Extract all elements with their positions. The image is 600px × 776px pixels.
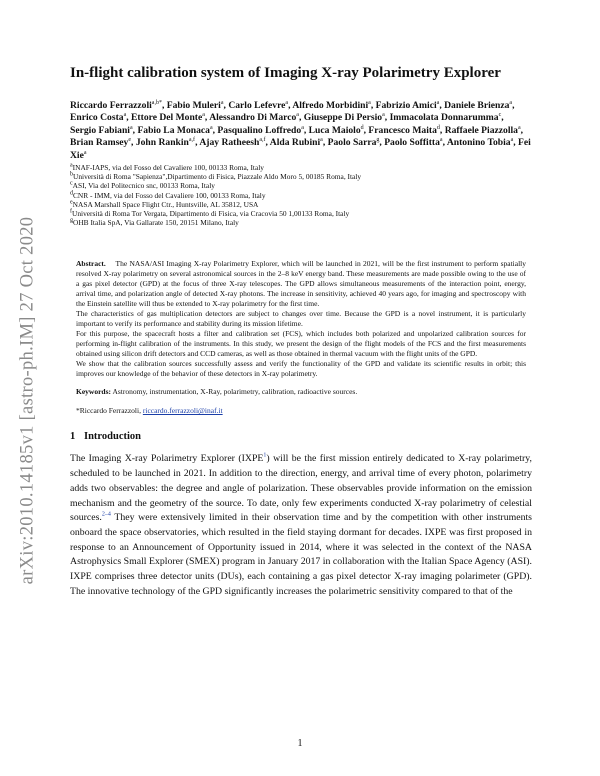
correspondence: [70, 406, 532, 416]
author-affiliation-mark: a: [202, 112, 205, 119]
author-affiliation-mark: a: [301, 124, 304, 131]
affiliation: [70, 218, 532, 227]
page-number: 1: [297, 738, 303, 749]
abstract-paragraph: [76, 309, 526, 329]
affiliation-text: INAF-IAPS, via del Fosso del Cavaliere 100, 00133 Roma, Italy: [72, 163, 264, 173]
author-affiliation-mark: a: [509, 99, 513, 106]
arxiv-stamp: arXiv:2010.14185v1 [astro-ph.IM] 27 Oct 2020: [17, 216, 38, 584]
affiliation-key: g: [70, 217, 73, 224]
author: [328, 137, 380, 148]
affiliation-list: [70, 163, 532, 227]
author-name: Antonino Tobia: [446, 137, 511, 149]
affiliation-key: c: [70, 180, 73, 187]
author: [70, 100, 162, 111]
author-name: Pasqualino Loffredo: [217, 124, 302, 136]
affiliation: [70, 200, 532, 209]
author-name: Fabrizio Amici: [375, 100, 437, 111]
author-affiliation-mark: d: [436, 124, 440, 131]
author-name: Riccardo Ferrazzoli: [70, 100, 152, 111]
keywords: [70, 387, 532, 397]
affiliation-key: e: [70, 199, 73, 206]
author-name: Fabio La Monaca: [137, 124, 210, 136]
affiliation-key: b: [70, 171, 73, 178]
author-name: Enrico Costa: [70, 112, 124, 124]
author-name: Daniele Brienza: [444, 100, 510, 111]
author-list: Riccardo Ferrazzoli$^{a,b*}$, Fabio Muleri$^a$, Carlo Lefevre$^a$, Alfredo Morbidini$^a$, Fabrizio Amici$^a$, Daniele Brienza$^a$, Enrico Costa$^a$, Ettore Del Monte$^a$, Alessandro Di Marco$^a$, Giuseppe Di Persio$^a$, Immacolata Donnarumma$^c$, Sergio Fabiani$^a$, Fabio La Monaca$^a$, Pasqualino Loffredo$^a$, Luca Maiolo$^d$, Francesco Maita$^d$, Raffaele Piazzolla$^a$, Brian Ramsey$^e$, John Rankin$^{a,f}$, Ajay Ratheesh$^{a,f}$, Alda Rubini$^a$, Paolo Sarra$^g$, Paolo Soffitta$^a$, Antonino Tobia$^a$, Fei Xie$^a$: [70, 99, 531, 161]
author-affiliation-mark: a,f: [188, 137, 196, 144]
author-name: Alda Rubini: [269, 137, 321, 149]
affiliation-key: a: [70, 162, 73, 169]
citation-link[interactable]: 1: [263, 453, 267, 460]
author: [167, 100, 224, 111]
author: [309, 125, 364, 136]
author-name: Alfredo Morbidini: [292, 100, 369, 111]
abstract-paragraph: [76, 329, 526, 359]
author: [376, 100, 440, 111]
affiliation-text: ASI, Via del Politecnico snc, 00133 Roma, Italy: [72, 181, 215, 191]
author: [384, 137, 442, 148]
abstract: [70, 259, 532, 379]
author-affiliation-mark: a: [83, 149, 87, 156]
author: [228, 100, 288, 111]
author-affiliation-mark: a: [517, 124, 521, 131]
author-affiliation-mark: a,b*: [151, 99, 162, 106]
author-affiliation-mark: a: [382, 112, 385, 119]
arxiv-stamp-column: [14, 190, 42, 610]
author: [270, 137, 323, 148]
body-paragraph: [70, 452, 532, 599]
author-name: Paolo Soffitta: [384, 137, 440, 149]
citation-link[interactable]: 2–4: [101, 512, 111, 518]
author-affiliation-mark: a: [368, 99, 371, 106]
author-name: Francesco Maita: [368, 124, 437, 136]
author-name: Alessandro Di Marco: [209, 112, 297, 124]
author: [390, 112, 502, 123]
author-name: Paolo Sarra: [327, 137, 377, 149]
affiliation-key: d: [70, 190, 73, 197]
paper-title: In-flight calibration system of Imaging X-ray Polarimetry Explorer: [70, 65, 501, 81]
author-affiliation-mark: e: [128, 137, 132, 144]
author-name: Giuseppe Di Persio: [303, 112, 383, 124]
author-affiliation-mark: a: [439, 137, 443, 144]
author-affiliation-mark: c: [498, 112, 502, 119]
author-affiliation-mark: a: [209, 124, 213, 131]
author-name: Raffaele Piazzolla: [444, 124, 518, 136]
author-name: Immacolata Donnarumma: [389, 112, 499, 124]
affiliation-text: Università di Roma Tor Vergata, Dipartimento di Fisica, via Cracovia 50 1,00133 Roma, Italy: [72, 209, 350, 219]
author-affiliation-mark: a: [123, 112, 127, 119]
author-affiliation-mark: g: [376, 137, 380, 144]
author: [70, 112, 126, 123]
body-text-3: They were extensively limited in their observation time and by the competition with other instruments onboard the space observatories, which resulted in the field staying dormant for decades. IXPE was first proposed in response to an Announcement of Opportunity issued in 2014, where it was selected in the context of the NASA Astrophysics Small Explorer (SMEX) program in January 2017 in collaboration with the Italian Space Agency (ASI). IXPE comprises three detector units (DUs), each containing a gas pixel detector X-ray imaging polarimeter (GPD). The innovative technology of the GPD significantly increases the polarimetric sensitivity compared to that of the: [70, 512, 532, 597]
author: [70, 125, 133, 136]
author-affiliation-mark: a: [436, 99, 440, 106]
author-name: Fei Xie: [70, 137, 531, 161]
author-name: Sergio Fabiani: [70, 124, 130, 136]
section-heading: [70, 430, 532, 443]
author: [70, 137, 131, 148]
paper-page: [70, 64, 532, 599]
author-name: Fabio Muleri: [166, 100, 221, 111]
email-link[interactable]: riccardo.ferrazzoli@inaf.it: [142, 406, 223, 416]
body-text-1: The Imaging X-ray Polarimetry Explorer (IXPE: [70, 453, 264, 465]
abstract-text: For this purpose, the spacecraft hosts a filter and calibration set (FCS), which includes both polarized and unpolarized calibration sources for performing in-flight calibration of the instruments. In this study, we present the design of the flight models of the FCS and the first measurements obtained using silicon drift detectors and CCD cameras, as well as those obtained in thermal vacuum with the flight units of the GPD.: [76, 329, 526, 359]
abstract-label: Abstract.: [76, 259, 106, 269]
author-affiliation-mark: a,f: [259, 137, 266, 144]
author-name: John Rankin: [135, 137, 189, 149]
author: [136, 137, 195, 148]
author-affiliation-mark: a: [129, 124, 133, 131]
author-name: Ettore Del Monte: [131, 112, 203, 124]
abstract-text: The characteristics of gas multiplication detectors are subject to changes over time. Because the GPD is a novel instrument, it is particularly important to verify its performance and stability during its mission lifetime.: [76, 309, 526, 329]
author: [368, 125, 439, 136]
abstract-text: The NASA/ASI Imaging X-ray Polarimetry Explorer, which will be launched in 2021, will be the first instrument to perform spatially resolved X-ray polarimetry on several astronomical sources in the 2–8 keV energy band. These measurements are made possible owing to the use of a gas pixel detector (GPD) at the focus of three X-ray telescopes. The GPD allows simultaneous measurements of the interaction point, energy, arrival time, and polarization angle of detected X-ray photons. The increase in sensitivity, achieved 40 years ago, for imaging and spectroscopy with the Einstein satellite will thus be extended to X-ray polarimetry for the first time.: [76, 259, 527, 309]
affiliation: [70, 191, 532, 200]
section-number: 1: [70, 431, 76, 443]
section-title: Introduction: [84, 431, 141, 443]
author-name: Brian Ramsey: [70, 137, 129, 149]
author: [209, 112, 299, 123]
author: [444, 100, 512, 111]
abstract-text: We show that the calibration sources successfully assess and verify the functionality of the GPD and validate its scientific results in orbit; this improves our knowledge of the behavior of these detectors in X-ray polarimetry.: [76, 359, 526, 379]
author: [131, 112, 205, 123]
affiliation-text: CNR - IMM, via del Fosso del Cavaliere 100, 00133 Roma, Italy: [73, 190, 266, 200]
author-affiliation-mark: a: [320, 137, 323, 144]
author-affiliation-mark: a: [285, 99, 289, 106]
author: [217, 125, 303, 136]
author-name: Carlo Lefevre: [228, 100, 286, 111]
author-affiliation-mark: a: [510, 137, 514, 144]
affiliation-key: f: [70, 208, 72, 215]
author: [137, 125, 212, 136]
affiliation-text: Università di Roma "Sapienza",Dipartimento di Fisica, Piazzale Aldo Moro 5, 00185 Roma, Italy: [73, 172, 362, 182]
abstract-paragraph: [76, 359, 526, 379]
author-affiliation-mark: a: [296, 112, 299, 119]
introduction-body: [70, 452, 532, 599]
author-name: Ajay Ratheesh: [199, 137, 260, 149]
author-name: Luca Maiolo: [308, 124, 361, 136]
affiliation: [70, 209, 532, 218]
author-affiliation-mark: a: [220, 99, 224, 106]
abstract-paragraph: [76, 259, 526, 309]
keywords-label: Keywords:: [76, 387, 111, 397]
author: [199, 137, 265, 148]
affiliation-text: OHB Italia SpA, Via Gallarate 150, 20151 Milano, Italy: [73, 218, 239, 228]
author: [447, 137, 513, 148]
author: [445, 125, 521, 136]
correspondence-prefix: *Riccardo Ferrazzoli,: [76, 406, 141, 416]
body-text-2: ) will be the first mission entirely dedicated to X-ray polarimetry, scheduled to be launched in 2021. In addition to the direction, energy, and arrival time of every photon, polarimetry adds two observables: the degree and angle of polarization. These observables provide information on the emission mechanism and the geometry of the source. To date, only few experiments conducted X-ray polarimetry of celestial sources.: [70, 453, 532, 524]
affiliation-text: NASA Marshall Space Flight Ctr., Huntsville, AL 35812, USA: [72, 199, 259, 209]
author: [292, 100, 370, 111]
affiliation: [70, 181, 532, 190]
affiliation: [70, 163, 532, 172]
keywords-text: Astronomy, instrumentation, X-Ray, polarimetry, calibration, radioactive sources.: [112, 387, 358, 397]
author: [304, 112, 385, 123]
author-affiliation-mark: d: [360, 124, 364, 131]
